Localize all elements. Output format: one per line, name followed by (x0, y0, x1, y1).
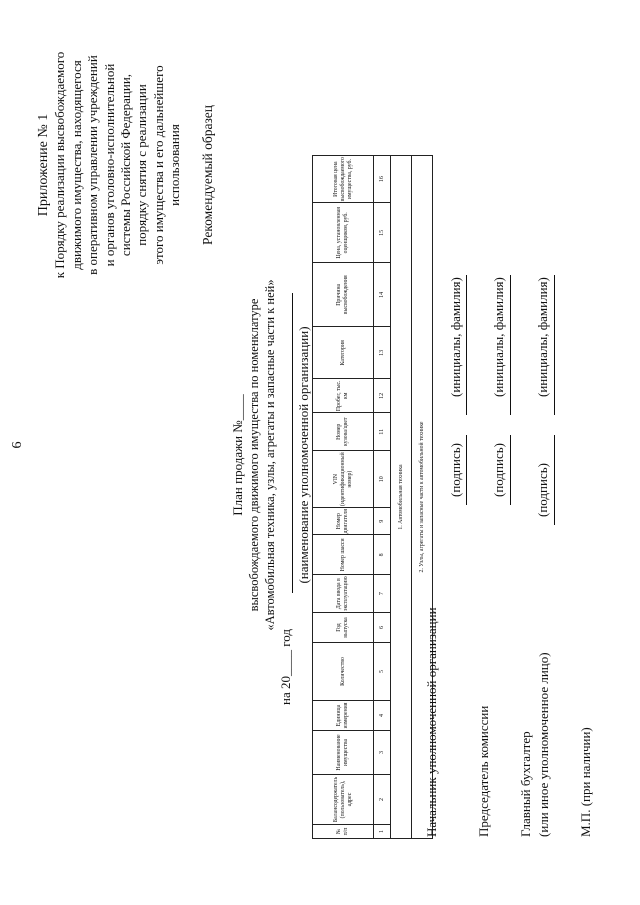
name-line (510, 275, 511, 415)
table-section-cell: 2. Узлы, агрегаты и запасные части к автомобильной технике (412, 156, 433, 839)
table-header-cell: VIN (идентификационный номер) (313, 451, 374, 508)
appendix-line: порядку снятия с реализации (134, 84, 150, 246)
table-header-cell: Наименование имущества (313, 731, 374, 775)
table-number-cell: 12 (374, 379, 391, 413)
table-number-cell: 14 (374, 263, 391, 327)
table-header-cell: Номер кузова/цвет (313, 413, 374, 451)
appendix-line: в оперативном управлении учреждений (85, 55, 101, 275)
signature-line (466, 435, 467, 505)
table-header-cell: Причина высвобождения (313, 263, 374, 327)
table-number-cell: 6 (374, 613, 391, 643)
table-number-cell: 16 (374, 156, 391, 203)
table-header-cell: Цена, установленная оценщиком, руб. (313, 203, 374, 263)
signature-block (400, 0, 640, 905)
table-header-cell: Номер шасси (313, 535, 374, 575)
table-header-cell: Номер двигателя (313, 508, 374, 535)
signature-label: Главный бухгалтер (518, 731, 533, 837)
signature-label: (или иное уполномоченное лицо) (536, 652, 551, 837)
table-number-cell: 8 (374, 535, 391, 575)
table-header-cell: № п/п (313, 825, 374, 839)
table-header-cell: Балансодержатель (пользователь), адрес (313, 775, 374, 825)
table-number-cell: 13 (374, 327, 391, 379)
plan-subtitle: высвобождаемого движимого имущества по номенклатуре (247, 298, 261, 612)
plan-nomenclature: «Автомобильная техника, узлы, агрегаты и запасные части к ней» (263, 279, 277, 631)
appendix-line: движимого имущества, находящегося (68, 60, 84, 270)
appendix-line: системы Российской Федерации, (118, 73, 134, 257)
appendix-line: и органов уголовно-исполнительной (101, 63, 117, 267)
name-caption: (инициалы, фамилия) (448, 277, 463, 397)
plan-year: на 20____ год (278, 629, 293, 705)
table-header-cell: Единица измерения (313, 701, 374, 731)
appendix-line: этого имущества и его дальнейшего (150, 65, 166, 265)
org-name-line (292, 293, 293, 593)
table-number-cell: 1 (374, 825, 391, 839)
table-number-cell: 3 (374, 731, 391, 775)
name-line (466, 275, 467, 415)
name-line (554, 275, 555, 415)
table-section-cell: 1. Автомобильная техника (391, 156, 412, 839)
table-number-cell: 4 (374, 701, 391, 731)
name-caption: (инициалы, фамилия) (491, 277, 506, 397)
table-header-cell: Год выпуска (313, 613, 374, 643)
table-number-cell: 5 (374, 643, 391, 701)
table-header-cell: Итоговая цена высвобождаемого имущества, руб. (313, 156, 374, 203)
table-number-cell: 7 (374, 575, 391, 613)
signature-line (554, 435, 555, 525)
table-header-cell: Категория (313, 327, 374, 379)
signature-caption: (подпись) (535, 463, 550, 517)
table-header-row (313, 156, 374, 839)
plan-title-block (230, 165, 312, 745)
org-name-caption: (наименование уполномоченной организации) (296, 326, 311, 584)
appendix-line: использования (167, 124, 183, 206)
signature-label: Начальник уполномоченной организации (424, 607, 439, 837)
table-number-cell: 10 (374, 451, 391, 508)
table-header-cell: Количество (313, 643, 374, 701)
plan-year-line (278, 165, 296, 745)
signature-label: Председатель комиссии (476, 705, 491, 837)
table-number-row (374, 156, 391, 839)
page-number: 6 (10, 441, 25, 449)
table-header-cell: Пробег, тыс. км (313, 379, 374, 413)
table-header-cell: Дата ввода в эксплуатацию (313, 575, 374, 613)
appendix-header (36, 15, 184, 315)
appendix-title: Приложение № 1 (36, 113, 51, 217)
table-number-cell: 2 (374, 775, 391, 825)
plan-title: План продажи №____ (230, 394, 245, 516)
recommended-sample-label: Рекомендуемый образец (200, 105, 215, 246)
signature-caption: (подпись) (491, 443, 506, 497)
table-number-cell: 15 (374, 203, 391, 263)
appendix-line: к Порядку реализации высвобождаемого (52, 51, 68, 279)
name-caption: (инициалы, фамилия) (535, 277, 550, 397)
table-number-cell: 9 (374, 508, 391, 535)
signature-line (510, 435, 511, 505)
signature-caption: (подпись) (448, 443, 463, 497)
stamp-label: М.П. (при наличии) (578, 727, 593, 837)
table-number-cell: 11 (374, 413, 391, 451)
